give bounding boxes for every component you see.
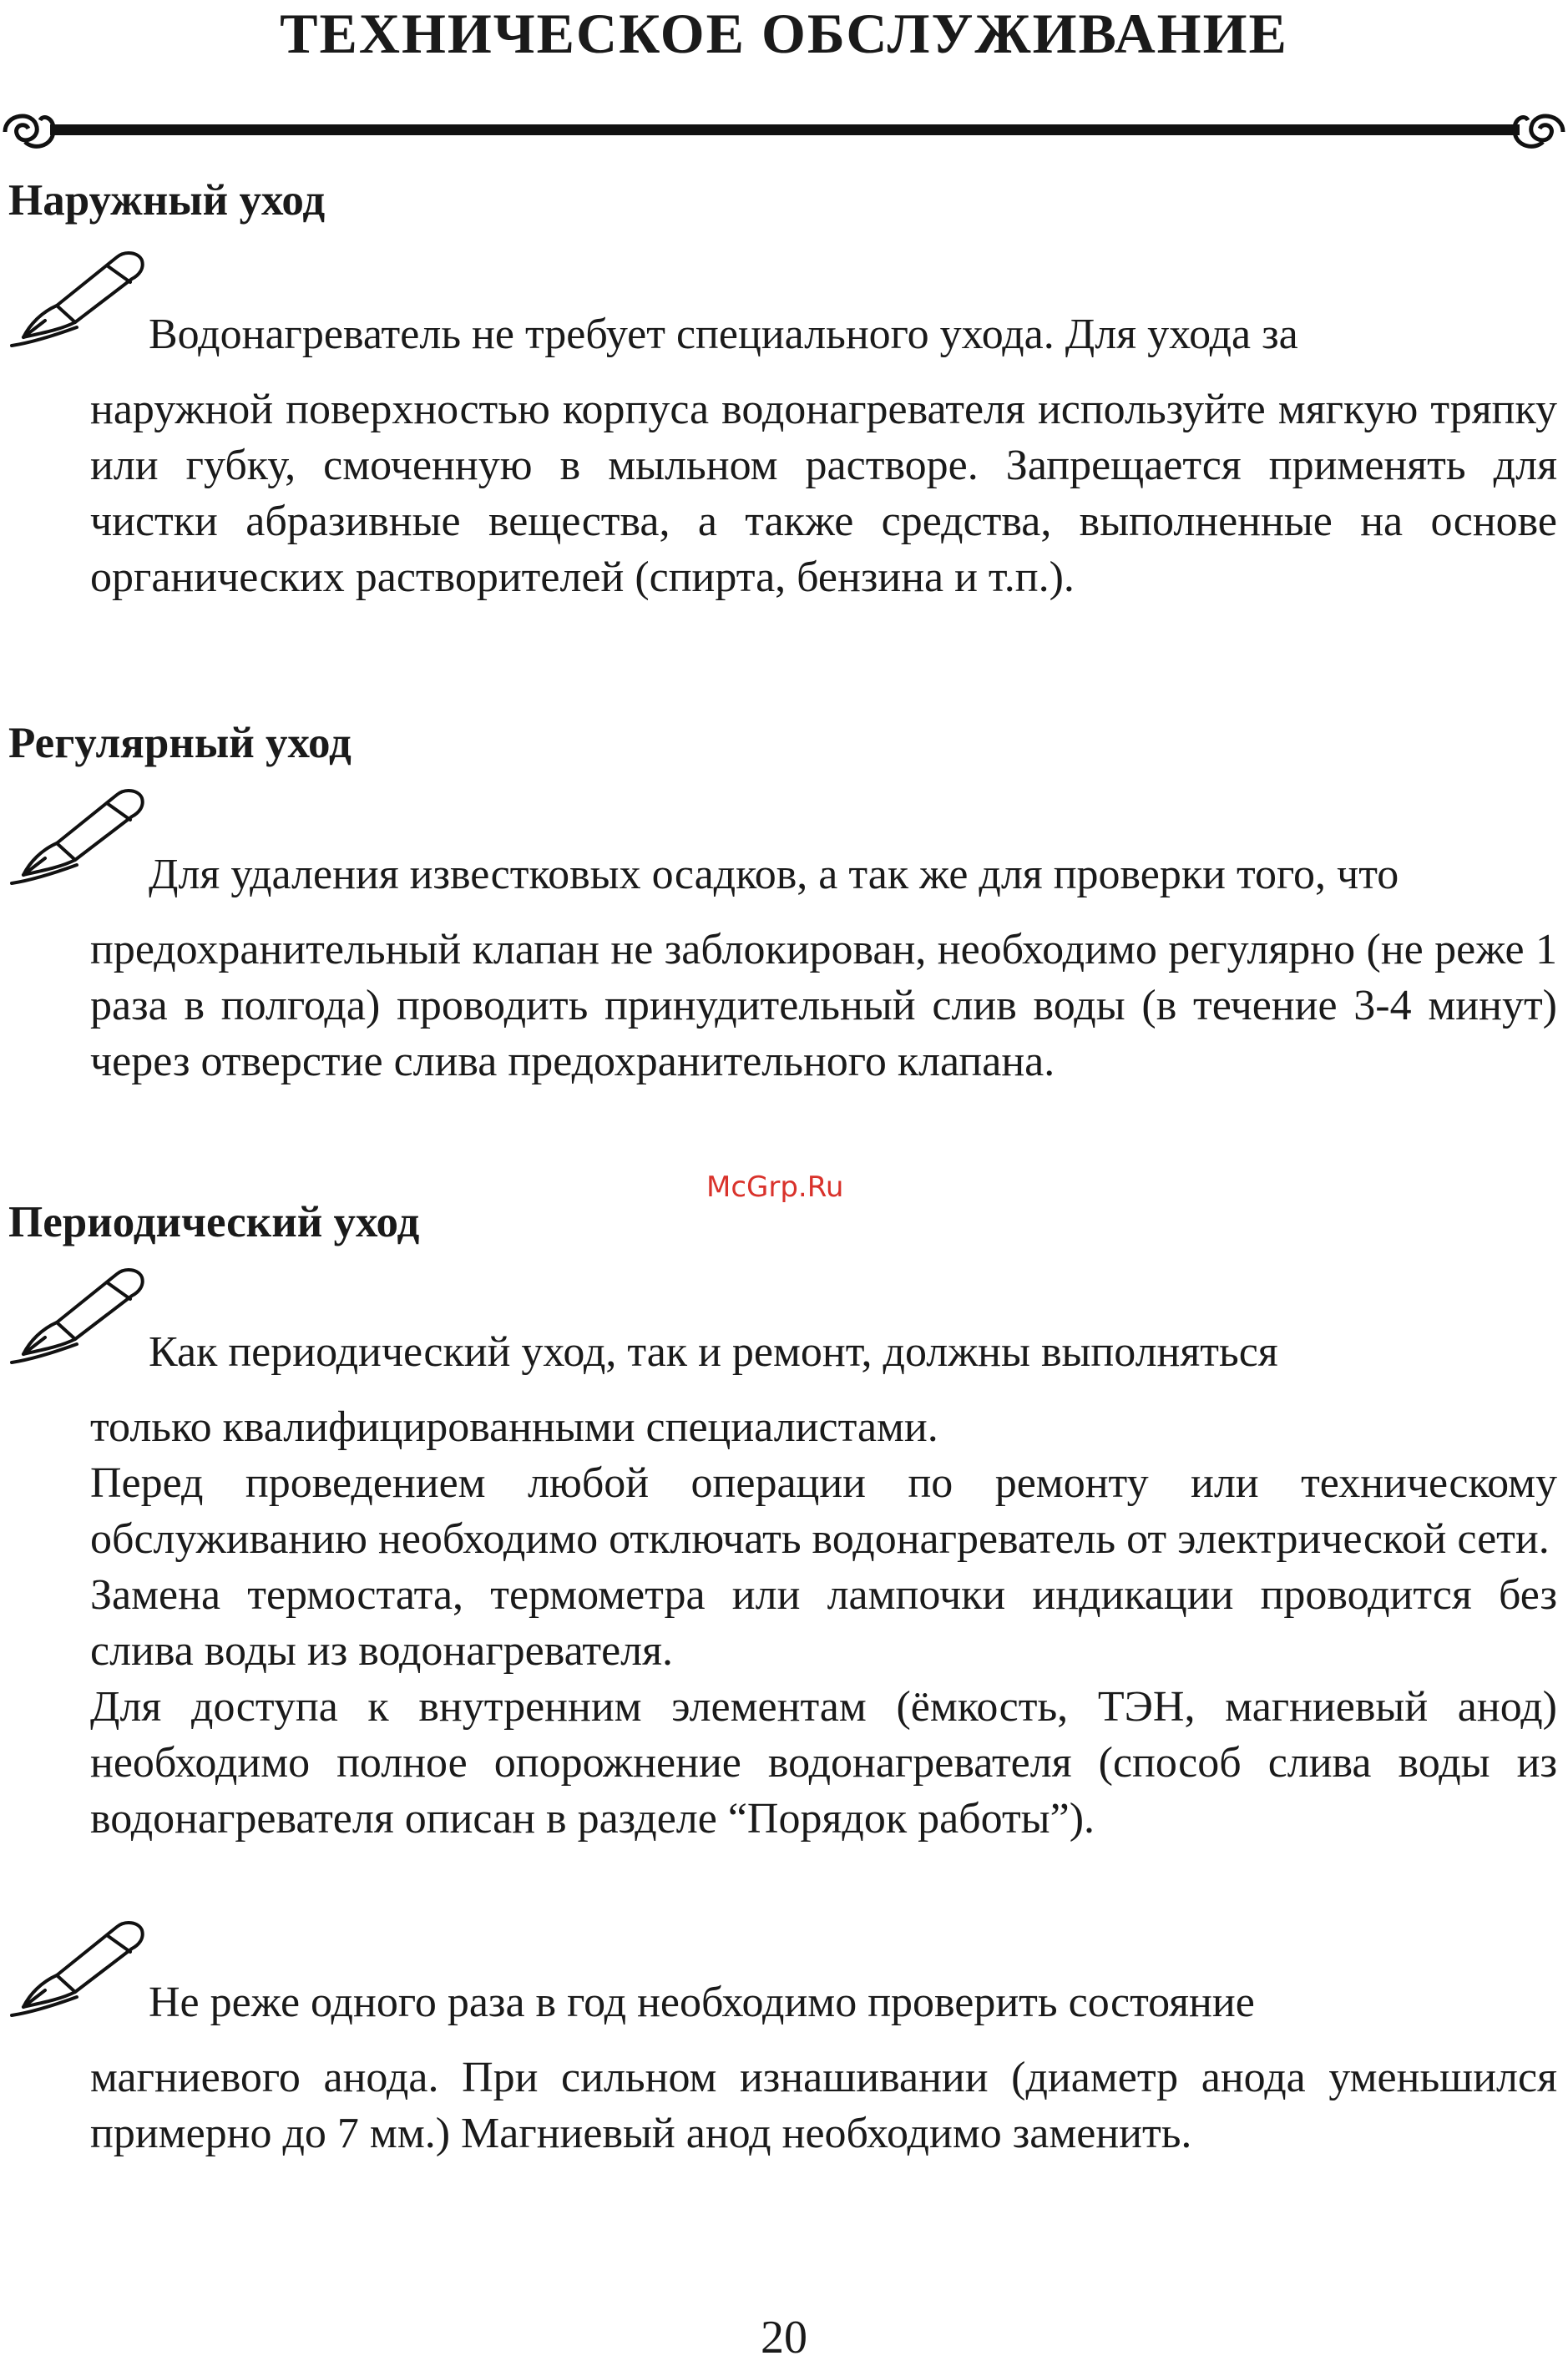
- note-first-line: Не реже одного раза в год необходимо проверить состояние: [149, 1979, 1255, 2026]
- paragraph-text: Замена термостата, термометра или лампочки индикации проводится без слива воды из водонагревателя.: [90, 1571, 1557, 1675]
- note-first-line: Водонагреватель не требует специального ухода. Для ухода за: [149, 311, 1298, 358]
- note-first-line: Как периодический уход, так и ремонт, должны выполняться: [149, 1328, 1278, 1376]
- paragraph-text: только квалифицированными специалистами.: [90, 1403, 938, 1451]
- section-paragraph: [90, 306, 1557, 605]
- title-divider: [0, 99, 1568, 157]
- paragraph-text: предохранительный клапан не заблокирован, необходимо регулярно (не реже 1 раза в полгода) проводить принудительный слив воды (в течение 3-4 минут) через отверстие слива предохранительного клапана.: [90, 926, 1557, 1085]
- section-heading: Наружный уход: [8, 176, 326, 225]
- note-first-line: Для удаления известковых осадков, а так же для проверки того, что: [149, 851, 1399, 898]
- section-paragraph: [90, 847, 1557, 1089]
- watermark: McGrp.Ru: [706, 1170, 844, 1204]
- scroll-ornament-right-icon: [1515, 116, 1563, 146]
- section-paragraph: [90, 1324, 1557, 1847]
- section-heading: Периодический уход: [8, 1198, 420, 1246]
- scroll-ornament-left-icon: [5, 116, 53, 146]
- paragraph-text: наружной поверхностью корпуса водонагревателя используйте мягкую тряпку или губку, смоченную в мыльном растворе. Запрещается применять для чистки абразивные вещества, а также средства, выполненные на основе органических растворителей (спирта, бензина и т.п.).: [90, 386, 1557, 601]
- section-paragraph: [90, 1974, 1557, 2161]
- paragraph-text: магниевого анода. При сильном изнашивании (диаметр анода уменьшился примерно до 7 мм.) Магниевый анод необходимо заменить.: [90, 2054, 1557, 2157]
- paragraph-text: Перед проведением любой операции по ремонту или техническому обслуживанию необходимо отключать водонагреватель от электрической сети.: [90, 1459, 1557, 1563]
- section-heading: Регулярный уход: [8, 719, 352, 767]
- page-number: 20: [761, 2312, 807, 2363]
- paragraph-text: Для доступа к внутренним элементам (ёмкость, ТЭН, магниевый анод) необходимо полное опорожнение водонагревателя (способ слива воды из водонагревателя описан в разделе “Порядок работы”).: [90, 1683, 1557, 1843]
- page-title: ТЕХНИЧЕСКОЕ ОБСЛУЖИВАНИЕ: [280, 2, 1288, 65]
